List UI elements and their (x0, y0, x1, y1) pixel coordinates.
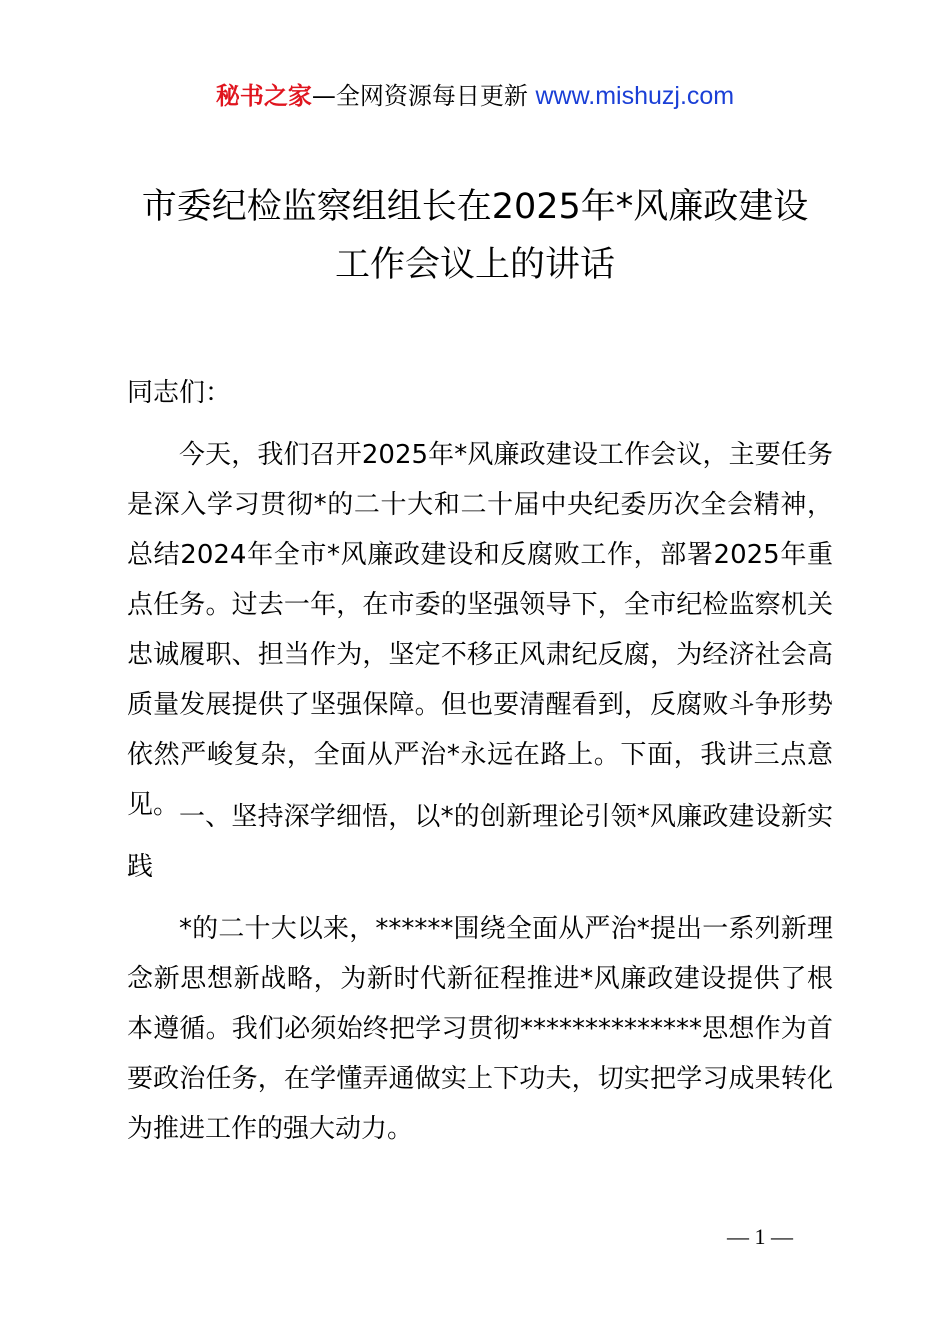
paragraph-intro (127, 430, 833, 830)
section-heading-1 (127, 792, 833, 892)
title-line-1: 市委纪检监察组组长在2025年*风廉政建设 (141, 187, 809, 227)
site-banner (0, 80, 950, 112)
banner-slogan: —全网资源每日更新 (311, 82, 528, 110)
paragraph-section-1 (127, 904, 833, 1154)
banner-url-link[interactable]: www.mishuzj.com (535, 82, 735, 110)
banner-brand: 秘书之家 (215, 82, 312, 110)
document-title (100, 178, 850, 294)
paragraph-text: *的二十大以来，******围绕全面从严治*提出一系列新理念新思想新战略，为新时代新征程推进*风廉政建设提供了根本遵循。我们必须始终把学习贯彻**************思想作为首要政治任务，在学懂弄通做实上下功夫，切实把学习成果转化为推进工作的强大动力。 (127, 914, 833, 1144)
salutation (127, 368, 833, 418)
title-line-2: 工作会议上的讲话 (334, 245, 615, 285)
section-heading-text: 一、坚持深学细悟，以*的创新理论引领*风廉政建设新实践 (127, 802, 833, 882)
paragraph-text: 今天，我们召开2025年*风廉政建设工作会议，主要任务是深入学习贯彻*的二十大和二十届中央纪委历次全会精神，总结2024年全市*风廉政建设和反腐败工作，部署2025年重点任务。过去一年，在市委的坚强领导下，全市纪检监察机关忠诚履职、担当作为，坚定不移正风肃纪反腐，为经济社会高质量发展提供了坚强保障。但也要清醒看到，反腐败斗争形势依然严峻复杂，全面从严治*永远在路上。下面，我讲三点意见。 (127, 440, 833, 820)
page-number: — 1 — (727, 1224, 793, 1249)
salutation-text: 同志们： (127, 378, 232, 408)
